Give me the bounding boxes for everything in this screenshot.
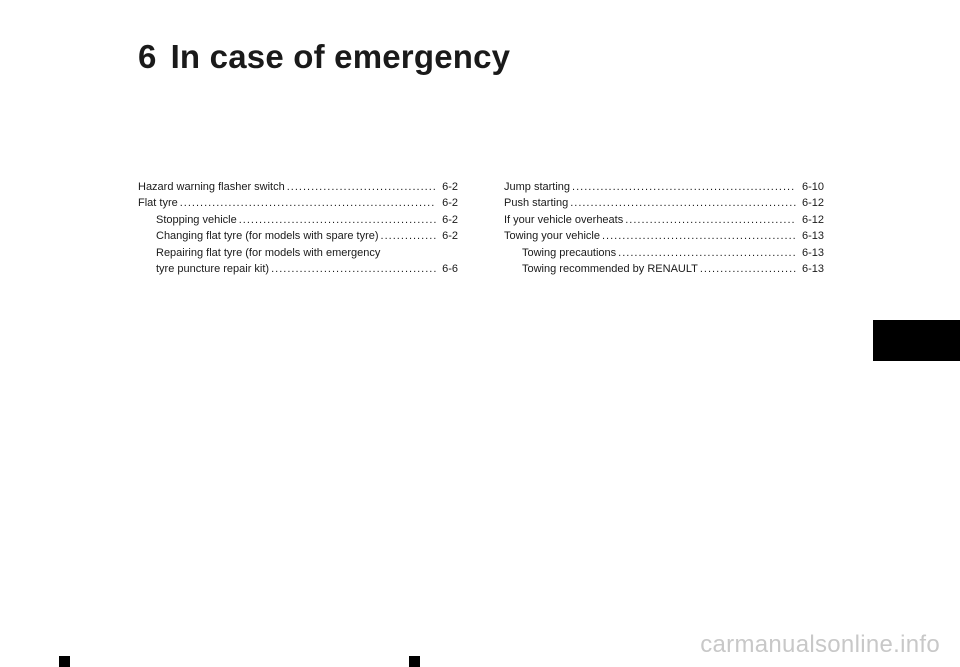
toc-entry-page: 6-13 xyxy=(801,246,824,259)
toc-leader-dots xyxy=(239,212,436,228)
toc-entry-page: 6-2 xyxy=(442,230,458,243)
chapter-number: 6 xyxy=(138,38,157,75)
toc-left-column xyxy=(138,179,458,277)
toc-entry-page: 6-2 xyxy=(442,197,458,210)
toc-entry-label: Hazard warning flasher switch xyxy=(138,181,285,193)
toc-entry-page: 6-2 xyxy=(442,181,458,193)
toc-entry-label: Stopping vehicle xyxy=(156,213,237,226)
toc-entry-label: Towing recommended by RENAULT xyxy=(522,263,698,276)
toc-subentry-line1[interactable] xyxy=(138,245,458,261)
toc-entry-label: Repairing flat tyre (for models with emergency xyxy=(156,246,381,259)
toc-leader-dots xyxy=(572,179,796,195)
chapter-title xyxy=(138,38,510,76)
toc-entry-page: 6-13 xyxy=(801,230,824,243)
toc-entry-label: tyre puncture repair kit) xyxy=(156,263,270,276)
toc-leader-dots xyxy=(271,261,436,277)
toc-entry-page: 6-12 xyxy=(801,213,824,226)
toc-entry-page: 6-2 xyxy=(442,213,458,226)
watermark: carmanualsonline.info xyxy=(700,631,940,658)
toc-entry-page: 6-10 xyxy=(801,181,824,193)
toc-leader-dots xyxy=(625,212,796,228)
toc-subentry-line2[interactable] xyxy=(138,261,458,277)
toc-entry[interactable] xyxy=(504,179,824,195)
toc-subentry[interactable] xyxy=(504,261,824,277)
chapter-thumb-tab xyxy=(873,320,960,361)
crop-mark xyxy=(409,656,420,667)
toc-leader-dots xyxy=(287,179,436,195)
crop-mark xyxy=(59,656,70,667)
toc-entry-label: Jump starting xyxy=(504,181,571,193)
toc-entry-label: If your vehicle overheats xyxy=(504,213,624,226)
toc-entry-label: Push starting xyxy=(504,197,569,210)
toc-right-column xyxy=(504,179,824,277)
toc-entry-label: Towing precautions xyxy=(522,246,617,259)
toc-entry[interactable] xyxy=(138,195,458,211)
toc-leader-dots xyxy=(618,245,796,261)
toc-leader-dots xyxy=(180,195,436,211)
toc-entry[interactable] xyxy=(504,228,824,244)
toc-leader-dots xyxy=(700,261,796,277)
toc-entry-label: Flat tyre xyxy=(138,197,178,210)
chapter-title-text: In case of emergency xyxy=(170,38,511,75)
toc-entry[interactable] xyxy=(504,195,824,211)
toc-subentry[interactable] xyxy=(138,212,458,228)
toc-leader-dots xyxy=(381,228,437,244)
toc-entry-page: 6-12 xyxy=(801,197,824,210)
toc-leader-dots xyxy=(570,195,796,211)
toc-entry-page: 6-6 xyxy=(442,263,458,276)
toc-entry[interactable] xyxy=(504,212,824,228)
toc-subentry[interactable] xyxy=(504,245,824,261)
toc-subentry[interactable] xyxy=(138,228,458,244)
toc-entry-label: Changing flat tyre (for models with spare tyre) xyxy=(156,230,379,243)
toc-leader-dots xyxy=(602,228,796,244)
toc-entry-label: Towing your vehicle xyxy=(504,230,600,243)
toc-entry-page: 6-13 xyxy=(801,263,824,276)
toc-entry[interactable] xyxy=(138,179,458,195)
